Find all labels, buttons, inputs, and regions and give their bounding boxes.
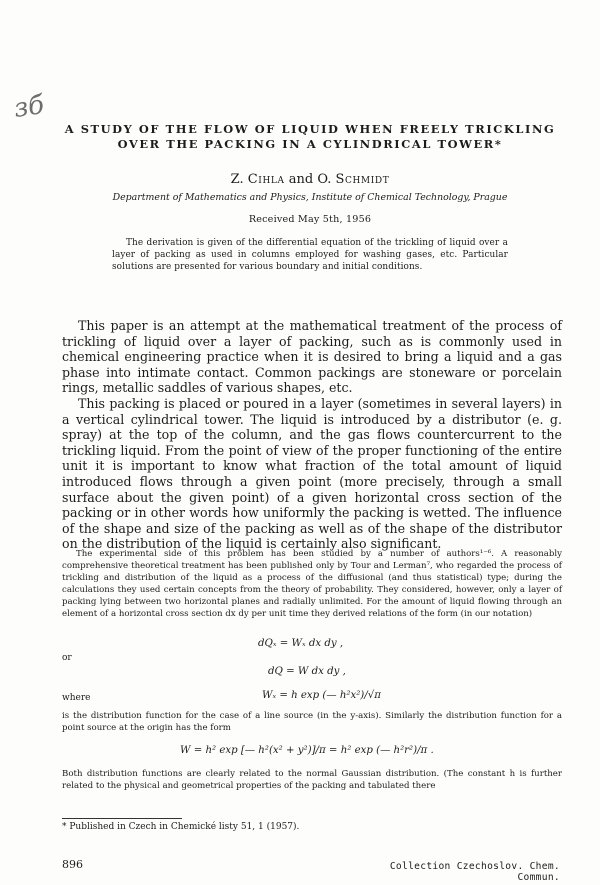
author-1-initial: Z. xyxy=(230,172,244,187)
or-label: or xyxy=(62,653,72,663)
text-after-equation-3: is the distribution function for the case of a line source (in the y-axis). Similarly the distribution function for a point source at the origin has the form xyxy=(62,711,562,733)
equation-3: Wₓ = h exp (— h²x²)/√π xyxy=(262,690,381,701)
author-1-name: Cihla xyxy=(247,172,285,187)
equation-1: dQₓ = Wₓ dx dy , xyxy=(258,638,344,649)
small-paragraph-2: Both distribution functions are clearly related to the normal Gaussian distribution. (The constant h is further related to the physical and geometrical properties of the packing and tabulated there xyxy=(62,769,562,791)
title-line-1: A STUDY OF THE FLOW OF LIQUID WHEN FREELY TRICKLING xyxy=(64,122,556,136)
where-label: where xyxy=(62,693,91,703)
received-date: Received May 5th, 1956 xyxy=(248,214,372,225)
authors xyxy=(60,172,560,187)
author-2-initial: O. xyxy=(317,172,332,187)
small-paragraph-1: The experimental side of this problem has been studied by a number of authors¹⁻⁶. A reasonably comprehensive theoretical treatment has been published only by Tour and Lerman⁷, who regarded the process of trickling and distribution of the liquid as a process of the diffusional (and thus statistical) type; during the calculations they used certain concepts from the theory of probability. They considered, however, only a layer of packing lying between two horizontal planes and radially unlimited. For the amount of liquid flowing through an element of a horizontal cross section dx dy per unit time they derived relations of the form (in our notation) xyxy=(62,549,562,619)
author-2-name: Schmidt xyxy=(335,172,390,187)
footnote: * Published in Czech in Chemické listy 51, 1 (1957). xyxy=(62,822,300,832)
equation-2: dQ = W dx dy , xyxy=(268,666,346,677)
authors-and: and xyxy=(288,172,314,187)
equation-4: W = h² exp [— h²(x² + y²)]/π = h² exp (— h²r²)/π . xyxy=(180,745,434,756)
affiliation: Department of Mathematics and Physics, Institute of Chemical Technology, Prague xyxy=(112,192,508,203)
paper-title xyxy=(60,122,560,152)
paragraph-2: This packing is placed or poured in a layer (sometimes in several layers) in a vertical cylindrical tower. The liquid is introduced by a distributor (e. g. spray) at the top of the column, and the gas flows countercurrent to the trickling liquid. From the point of view of the proper functioning of the entire unit it is important to know what fraction of the total amount of liquid introduced flows through a given point (more precisely, through a small surface about the given point) of a given horizontal cross section of the packing or in other words how uniformly the packing is wetted. The influence of the shape and size of the packing as well as of the shape of the distributor on the distribution of the liquid is certainly also significant. xyxy=(62,396,562,552)
handwritten-margin-mark: зб xyxy=(12,90,47,124)
footnote-rule xyxy=(62,818,182,819)
paragraph-1: This paper is an attempt at the mathematical treatment of the process of trickling of liquid over a layer of packing, such as is commonly used in chemical engineering practice when it is desired to bring a liquid and a gas phase into intimate contact. Common packings are stoneware or porcelain rings, metallic saddles of various shapes, etc. xyxy=(62,318,562,396)
page-number: 896 xyxy=(62,858,83,871)
journal-name: Collection Czechoslov. Chem. Commun. xyxy=(389,861,560,883)
abstract: The derivation is given of the differential equation of the trickling of liquid over a layer of packing as used in columns employed for washing gases, etc. Particular solutions are presented for various boundary and initial conditions. xyxy=(112,238,508,272)
title-line-2: OVER THE PACKING IN A CYLINDRICAL TOWER* xyxy=(117,137,503,151)
